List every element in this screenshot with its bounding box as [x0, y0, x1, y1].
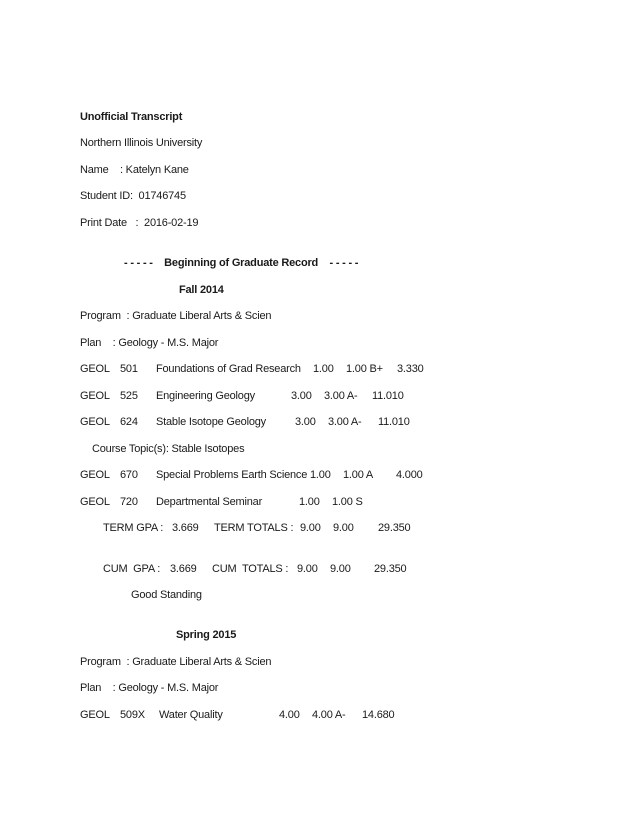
- course-number: 624: [120, 416, 138, 428]
- institution-name: Northern Illinois University: [80, 137, 203, 149]
- course-earned-grade: 4.00 A-: [312, 709, 346, 721]
- cum-points-total: 29.350: [374, 563, 407, 575]
- course-subject: GEOL: [80, 469, 110, 481]
- course-subject: GEOL: [80, 363, 110, 375]
- term-points-total: 29.350: [378, 522, 411, 534]
- term-gpa-label: TERM GPA :: [103, 522, 164, 534]
- course-topic: Course Topic(s): Stable Isotopes: [92, 443, 245, 455]
- print-date: Print Date : 2016-02-19: [80, 217, 199, 229]
- course-number: 525: [120, 390, 138, 402]
- student-name: Name : Katelyn Kane: [80, 164, 189, 176]
- term-heading: Fall 2014: [179, 284, 224, 296]
- course-points: 4.000: [396, 469, 423, 481]
- cum-earned-total: 9.00: [330, 563, 351, 575]
- course-attempted: 1.00: [310, 469, 331, 481]
- course-earned-grade: 1.00 A: [343, 469, 373, 481]
- course-attempted: 3.00: [295, 416, 316, 428]
- course-attempted: 3.00: [291, 390, 312, 402]
- cum-gpa-value: 3.669: [170, 563, 197, 575]
- course-attempted: 4.00: [279, 709, 300, 721]
- term-gpa-value: 3.669: [172, 522, 199, 534]
- program-line: Program : Graduate Liberal Arts & Scien: [80, 310, 272, 322]
- cum-attempted-total: 9.00: [297, 563, 318, 575]
- course-points: 14.680: [362, 709, 395, 721]
- course-number: 509X: [120, 709, 145, 721]
- academic-standing: Good Standing: [131, 589, 202, 601]
- course-attempted: 1.00: [313, 363, 334, 375]
- course-title: Foundations of Grad Research: [156, 363, 301, 375]
- plan-line: Plan : Geology - M.S. Major: [80, 337, 219, 349]
- cum-gpa-label: CUM GPA :: [103, 563, 161, 575]
- course-points: 11.010: [378, 416, 410, 428]
- term-heading: Spring 2015: [176, 629, 237, 641]
- student-id: Student ID: 01746745: [80, 190, 186, 202]
- transcript-title: Unofficial Transcript: [80, 111, 183, 123]
- plan-line: Plan : Geology - M.S. Major: [80, 682, 219, 694]
- program-line: Program : Graduate Liberal Arts & Scien: [80, 656, 272, 668]
- course-number: 720: [120, 496, 138, 508]
- course-attempted: 1.00: [299, 496, 320, 508]
- course-subject: GEOL: [80, 416, 110, 428]
- course-title: Engineering Geology: [156, 390, 255, 402]
- cum-totals-label: CUM TOTALS :: [212, 563, 289, 575]
- course-earned-grade: 1.00 S: [332, 496, 363, 508]
- term-earned-total: 9.00: [333, 522, 354, 534]
- course-points: 3.330: [397, 363, 424, 375]
- course-title: Water Quality: [159, 709, 223, 721]
- term-attempted-total: 9.00: [300, 522, 321, 534]
- course-earned-grade: 3.00 A-: [328, 416, 362, 428]
- record-banner: - - - - - Beginning of Graduate Record - - - - -: [124, 257, 359, 269]
- course-subject: GEOL: [80, 496, 110, 508]
- course-earned-grade: 3.00 A-: [324, 390, 358, 402]
- course-title: Special Problems Earth Science: [156, 469, 308, 481]
- course-number: 501: [120, 363, 138, 375]
- course-subject: GEOL: [80, 709, 110, 721]
- course-title: Departmental Seminar: [156, 496, 263, 508]
- course-subject: GEOL: [80, 390, 110, 402]
- term-totals-label: TERM TOTALS :: [214, 522, 294, 534]
- course-earned-grade: 1.00 B+: [346, 363, 383, 375]
- course-title: Stable Isotope Geology: [156, 416, 266, 428]
- course-points: 11.010: [372, 390, 404, 402]
- course-number: 670: [120, 469, 138, 481]
